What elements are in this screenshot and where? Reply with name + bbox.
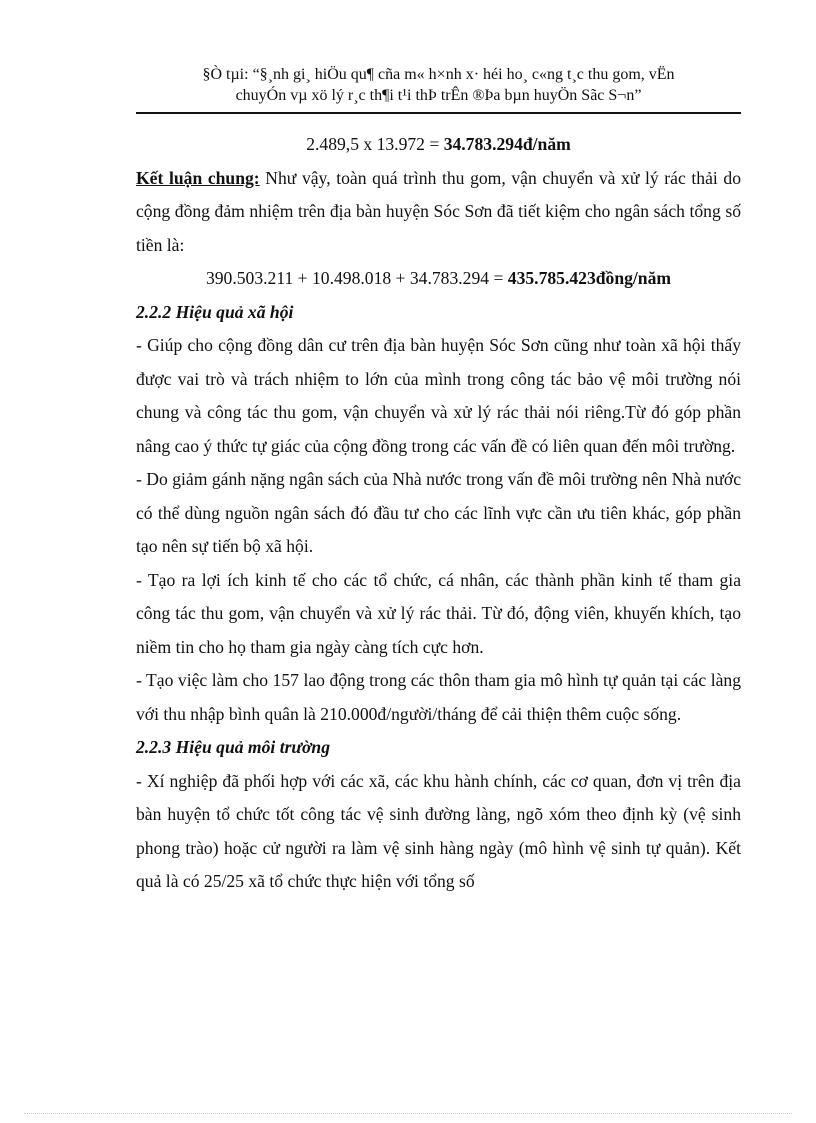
body-text (136, 128, 741, 899)
header-line-2: chuyÓn vµ xö lý r¸c th¶i t¹i thÞ trÊn ®Þa bµn huyÖn Sãc S¬n” (235, 87, 642, 104)
conclusion-paragraph (136, 162, 741, 263)
conclusion-label: Kết luận chung: (136, 167, 260, 188)
section-heading-2-2-3: 2.2.3 Hiệu quả môi trường (136, 737, 330, 757)
social-paragraph-2: - Do giảm gánh nặng ngân sách của Nhà nước trong vấn đề môi trường nên Nhà nước có thể dùng nguồn ngân sách đó đầu tư cho các lĩnh vực cần ưu tiên khác, góp phần tạo nên sự tiến bộ xã hội. (136, 469, 741, 556)
social-paragraph-4: - Tạo việc làm cho 157 lao động trong các thôn tham gia mô hình tự quản tại các làng với thu nhập bình quân là 210.000đ/người/tháng để cải thiện thêm cuộc sống. (136, 670, 741, 724)
page-bottom-border (24, 1113, 792, 1114)
calculation-1-expression: 2.489,5 x 13.972 = (306, 134, 444, 154)
header-line-1: §Ò tµi: “§¸nh gi¸ hiÖu qu¶ cña m« h×nh x· héi ho¸ c«ng t¸c thu gom, vËn (202, 66, 675, 83)
environment-paragraph-1: - Xí nghiệp đã phối hợp với các xã, các khu hành chính, các cơ quan, đơn vị trên địa bàn huyện tổ chức tốt công tác vệ sinh đường làng, ngõ xóm theo định kỳ (vệ sinh phong trào) hoặc cử người ra làm vệ sinh hàng ngày (mô hình vệ sinh tự quản). Kết quả là có 25/25 xã tổ chức thực hiện với tổng số (136, 770, 741, 891)
calculation-2-expression: 390.503.211 + 10.498.018 + 34.783.294 = (205, 268, 508, 288)
calculation-2 (136, 262, 741, 296)
header-divider (136, 112, 741, 114)
running-header (136, 64, 741, 106)
section-heading-2-2-2: 2.2.2 Hiệu quả xã hội (136, 301, 294, 322)
calculation-2-result: 435.785.423đồng/năm (507, 268, 672, 288)
social-paragraph-1: - Giúp cho cộng đồng dân cư trên địa bàn huyện Sóc Sơn cũng như toàn xã hội thấy được vai trò và trách nhiệm to lớn của mình trong công tác bảo vệ môi trường nói chung và công tác thu gom, vận chuyển và xử lý rác thải nói riêng.Từ đó góp phần nâng cao ý thức tự giác của cộng đồng trong các vấn đề có liên quan đến môi trường. (136, 335, 741, 456)
calculation-1-result: 34.783.294đ/năm (443, 134, 571, 154)
conclusion-text: Như vậy, toàn quá trình thu gom, vận chuyển và xử lý rác thải do cộng đồng đảm nhiệm trên địa bàn huyện Sóc Sơn đã tiết kiệm cho ngân sách tổng số tiền là: (136, 167, 741, 255)
calculation-1 (136, 128, 741, 162)
social-paragraph-3: - Tạo ra lợi ích kinh tế cho các tổ chức, cá nhân, các thành phần kinh tế tham gia công tác thu gom, vận chuyển và xử lý rác thải. Từ đó, động viên, khuyến khích, tạo niềm tin cho họ tham gia ngày càng tích cực hơn. (136, 569, 741, 657)
